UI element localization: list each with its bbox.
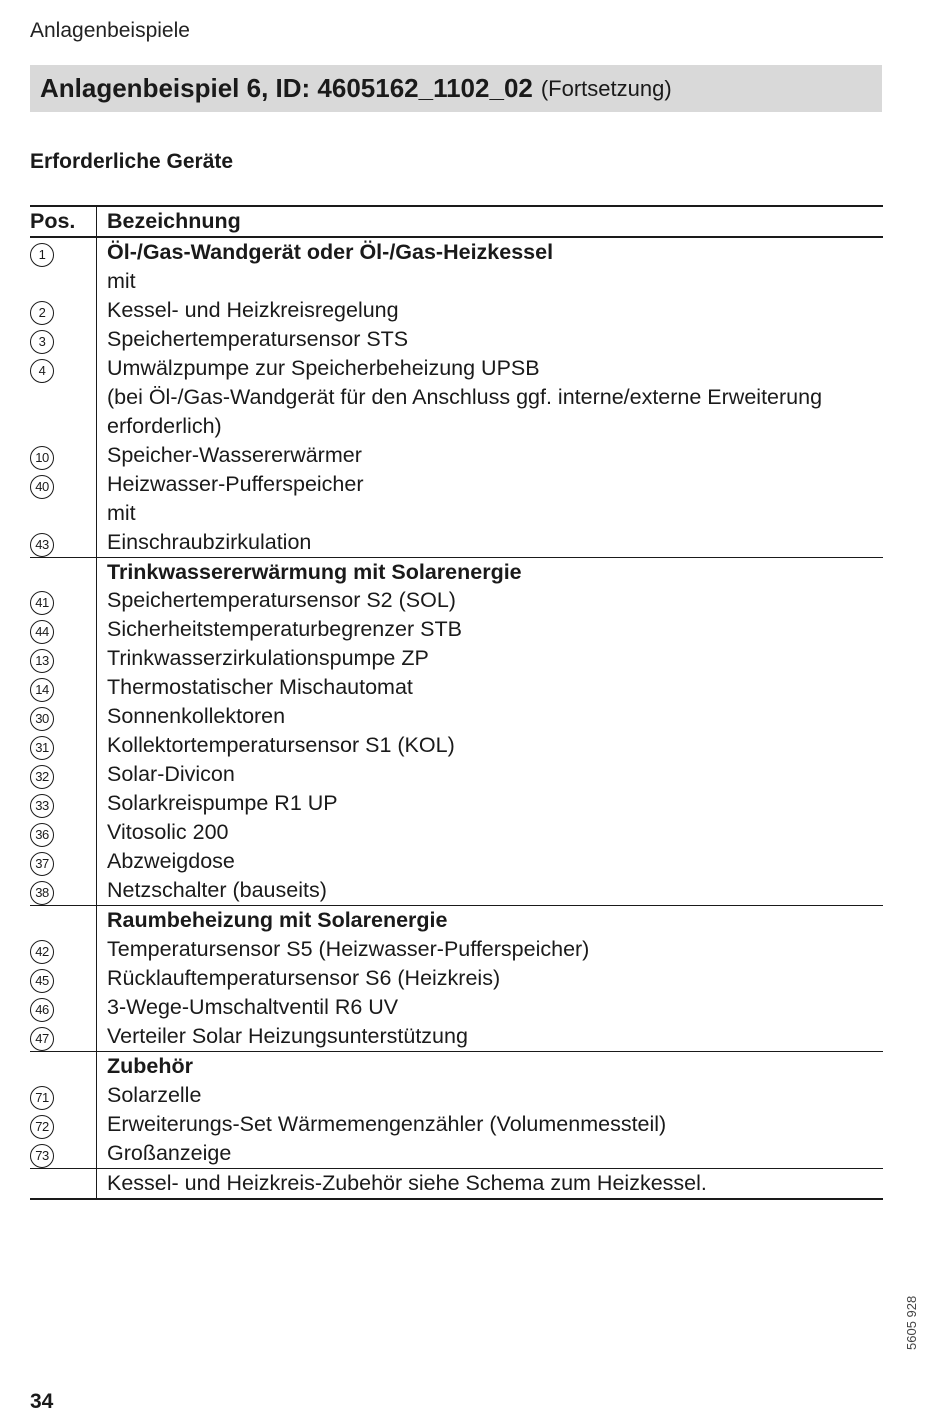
title-bar xyxy=(30,65,882,112)
description-cell: Kollektortemperatursensor S1 (KOL) xyxy=(107,733,455,758)
table-row xyxy=(30,354,883,383)
description-cell: Sicherheitstemperaturbegrenzer STB xyxy=(107,617,462,642)
table-row xyxy=(30,412,883,441)
position-cell xyxy=(30,906,97,935)
position-number-badge: 36 xyxy=(30,823,54,847)
description-cell: Speichertemperatursensor STS xyxy=(107,326,409,351)
table-row xyxy=(30,237,883,267)
description-cell: Solarzelle xyxy=(107,1083,202,1108)
position-number-badge: 46 xyxy=(30,998,54,1022)
position-cell xyxy=(30,412,97,441)
position-number-badge: 13 xyxy=(30,649,54,673)
table-row xyxy=(30,935,883,964)
description-cell: mit xyxy=(107,500,136,525)
position-cell xyxy=(30,993,97,1022)
table-row xyxy=(30,441,883,470)
table-row xyxy=(30,296,883,325)
group-heading-cell: Trinkwassererwärmung mit Solarenergie xyxy=(97,557,884,586)
position-cell xyxy=(30,818,97,847)
position-number-badge: 38 xyxy=(30,881,54,905)
position-cell xyxy=(30,731,97,760)
position-number-badge: 4 xyxy=(30,359,54,383)
position-cell xyxy=(30,267,97,296)
table-row xyxy=(30,586,883,615)
description-cell: Heizwasser-Pufferspeicher xyxy=(107,471,364,496)
table-row xyxy=(30,644,883,673)
table-row xyxy=(30,470,883,499)
position-cell xyxy=(30,847,97,876)
position-number-badge: 41 xyxy=(30,591,54,615)
position-cell xyxy=(30,1139,97,1169)
table-row xyxy=(30,789,883,818)
page-number: 34 xyxy=(30,1390,54,1413)
devices-table xyxy=(30,205,883,1200)
table-row xyxy=(30,847,883,876)
description-cell: Speichertemperatursensor S2 (SOL) xyxy=(107,588,456,613)
position-cell xyxy=(30,528,97,558)
description-cell: Erweiterungs-Set Wärmemengenzähler (Volumenmessteil) xyxy=(107,1112,667,1137)
position-number-badge: 45 xyxy=(30,969,54,993)
position-number-badge: 14 xyxy=(30,678,54,702)
table-header-row xyxy=(30,206,883,237)
description-cell: erforderlich) xyxy=(107,413,222,438)
position-number-badge: 72 xyxy=(30,1115,54,1139)
position-number-badge: 73 xyxy=(30,1144,54,1168)
table-row xyxy=(30,1052,883,1081)
group-heading-cell: Raumbeheizung mit Solarenergie xyxy=(97,906,884,935)
description-cell: Vitosolic 200 xyxy=(107,820,229,845)
position-cell xyxy=(30,325,97,354)
position-number-badge: 47 xyxy=(30,1027,54,1051)
position-cell xyxy=(30,237,97,267)
position-cell xyxy=(30,673,97,702)
description-cell: Kessel- und Heizkreisregelung xyxy=(107,297,399,322)
description-cell: Einschraubzirkulation xyxy=(107,529,312,554)
description-cell: Sonnenkollektoren xyxy=(107,704,286,729)
position-cell xyxy=(30,383,97,412)
position-number-badge: 31 xyxy=(30,736,54,760)
table-row xyxy=(30,499,883,528)
description-cell: Verteiler Solar Heizungsunterstützung xyxy=(107,1024,468,1049)
position-cell xyxy=(30,935,97,964)
position-number-badge: 2 xyxy=(30,301,54,325)
group-heading-cell: Zubehör xyxy=(97,1052,884,1081)
position-cell xyxy=(30,586,97,615)
table-row xyxy=(30,876,883,906)
position-number-badge: 40 xyxy=(30,475,54,499)
position-number-badge: 30 xyxy=(30,707,54,731)
position-cell xyxy=(30,1110,97,1139)
position-number-badge: 10 xyxy=(30,446,54,470)
description-cell: Solar-Divicon xyxy=(107,762,235,787)
description-cell: Speicher-Wassererwärmer xyxy=(107,442,362,467)
position-number-badge: 42 xyxy=(30,940,54,964)
page-subtitle: (Fortsetzung) xyxy=(540,75,672,101)
position-cell xyxy=(30,557,97,586)
table-row xyxy=(30,1110,883,1139)
position-number-badge: 32 xyxy=(30,765,54,789)
position-cell xyxy=(30,354,97,383)
position-cell xyxy=(30,702,97,731)
position-cell xyxy=(30,296,97,325)
table-row xyxy=(30,760,883,789)
table-row xyxy=(30,557,883,586)
table-row xyxy=(30,1169,883,1199)
table-row xyxy=(30,702,883,731)
position-number-badge: 71 xyxy=(30,1086,54,1110)
document-number: 5605 928 xyxy=(904,1295,919,1350)
position-cell xyxy=(30,876,97,906)
description-cell: Großanzeige xyxy=(107,1141,232,1166)
description-cell: Thermostatischer Mischautomat xyxy=(107,675,413,700)
position-cell xyxy=(30,789,97,818)
description-cell: Solarkreispumpe R1 UP xyxy=(107,791,338,816)
table-row xyxy=(30,673,883,702)
section-heading: Erforderliche Geräte xyxy=(30,150,234,173)
table-row xyxy=(30,267,883,296)
group-heading-cell: Öl-/Gas-Wandgerät oder Öl-/Gas-Heizkessel xyxy=(107,239,554,264)
position-number-badge: 44 xyxy=(30,620,54,644)
table-row xyxy=(30,383,883,412)
position-cell xyxy=(30,615,97,644)
section-header: Anlagenbeispiele xyxy=(30,19,190,42)
position-number-badge: 3 xyxy=(30,330,54,354)
table-row xyxy=(30,615,883,644)
position-cell xyxy=(30,499,97,528)
table-row xyxy=(30,1081,883,1110)
table-row xyxy=(30,528,883,558)
description-cell: (bei Öl-/Gas-Wandgerät für den Anschluss ggf. interne/externe Erweiterung xyxy=(107,384,823,409)
position-number-badge: 37 xyxy=(30,852,54,876)
description-cell: Rücklauftemperatursensor S6 (Heizkreis) xyxy=(107,966,501,991)
description-cell: mit xyxy=(107,268,136,293)
description-cell: Kessel- und Heizkreis-Zubehör siehe Schema zum Heizkessel. xyxy=(97,1169,884,1199)
position-number-badge: 1 xyxy=(30,243,54,267)
page-title: Anlagenbeispiel 6, ID: 4605162_1102_02 xyxy=(40,73,533,103)
table-row xyxy=(30,964,883,993)
description-cell: Abzweigdose xyxy=(107,849,235,874)
position-cell xyxy=(30,1081,97,1110)
table-row xyxy=(30,906,883,935)
position-number-badge: 33 xyxy=(30,794,54,818)
description-cell: Temperatursensor S5 (Heizwasser-Pufferspeicher) xyxy=(107,937,590,962)
position-cell xyxy=(30,1022,97,1052)
position-cell xyxy=(30,1169,97,1199)
position-cell xyxy=(30,470,97,499)
description-cell: 3-Wege-Umschaltventil R6 UV xyxy=(107,995,399,1020)
table-row xyxy=(30,1139,883,1169)
table-row xyxy=(30,731,883,760)
table-row xyxy=(30,325,883,354)
description-cell: Trinkwasserzirkulationspumpe ZP xyxy=(107,646,429,671)
position-cell xyxy=(30,644,97,673)
table-row xyxy=(30,993,883,1022)
description-cell: Netzschalter (bauseits) xyxy=(107,878,327,903)
position-number-badge: 43 xyxy=(30,533,54,557)
table-row xyxy=(30,1022,883,1052)
position-cell xyxy=(30,760,97,789)
position-cell xyxy=(30,441,97,470)
column-header-pos: Pos. xyxy=(30,206,97,237)
table-row xyxy=(30,818,883,847)
description-cell: Umwälzpumpe zur Speicherbeheizung UPSB xyxy=(107,355,540,380)
position-cell xyxy=(30,964,97,993)
position-cell xyxy=(30,1052,97,1081)
column-header-description: Bezeichnung xyxy=(97,206,884,237)
